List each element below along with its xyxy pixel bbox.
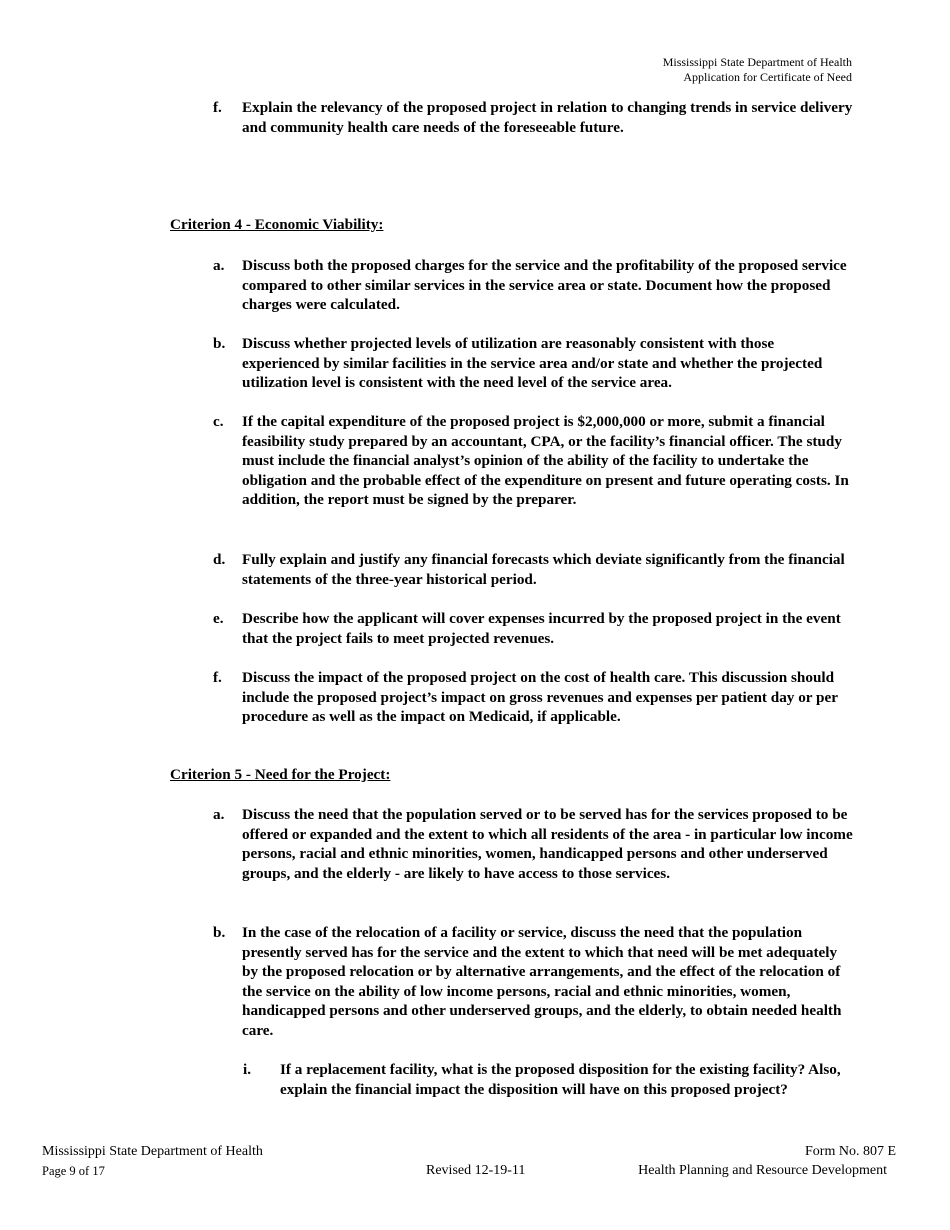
list-item-text: Discuss the need that the population served or to be served has for the services proposed to be offered or expanded and the extent to which all residents of the area - in particular low income persons, racial and ethnic minorities, women, handicapped persons and other underserved groups, and the elderly - are likely to have access to those services. (242, 806, 853, 882)
list-marker: b. (213, 924, 226, 941)
list-marker: a. (213, 806, 225, 823)
list-marker: b. (213, 335, 226, 352)
list-item-text: If the capital expenditure of the proposed project is $2,000,000 or more, submit a financial feasibility study prepared by an accountant, CPA, or the facility’s financial officer. The study must include the financial analyst’s opinion of the ability of the facility to undertake the obligation and the probable effect of the expenditure on present and future operating costs. In addition, the report must be signed by the preparer. (242, 413, 849, 509)
list-item-text: In the case of the relocation of a facility or service, discuss the need that the population presently served has for the service and the extent to which that need will be met adequately by the proposed relocation or by alternative arrangements, and the effect of the relocation of the service on the ability of low income persons, racial and ethnic minorities, women, handicapped persons and other underserved groups, and the elderly, to obtain needed health care. (242, 924, 842, 1039)
footer-revised-date: Revised 12-19-11 (426, 1163, 526, 1178)
list-item-text: Discuss both the proposed charges for the service and the profitability of the proposed service compared to other similar services in the service area or state. Document how the proposed charges were calculated. (242, 257, 847, 314)
list-marker: f. (213, 99, 222, 116)
criterion-5-item-b (213, 923, 853, 1041)
criterion-5-heading: Criterion 5 - Need for the Project: (170, 766, 391, 783)
criterion-5-item-a (213, 805, 853, 883)
criterion-4-heading: Criterion 4 - Economic Viability: (170, 216, 384, 233)
list-marker: e. (213, 610, 224, 627)
list-marker: f. (213, 669, 222, 686)
criterion-4-item-f (213, 668, 853, 727)
criterion-4-item-a (213, 256, 853, 315)
list-item-text: Discuss the impact of the proposed project on the cost of health care. This discussion should include the proposed project’s impact on gross revenues and expenses per patient day or per procedure as well as the impact on Medicaid, if applicable. (242, 669, 838, 726)
list-marker: a. (213, 257, 225, 274)
list-item-text: Explain the relevancy of the proposed project in relation to changing trends in service delivery and community health care needs of the foreseeable future. (242, 99, 853, 136)
list-marker: i. (243, 1061, 252, 1078)
criterion-5-subitem-i (243, 1060, 853, 1099)
list-item-text: Describe how the applicant will cover expenses incurred by the proposed project in the event that the project fails to meet projected revenues. (242, 610, 841, 647)
criterion-4-item-b (213, 334, 853, 393)
criterion-4-item-c (213, 412, 853, 510)
list-marker: d. (213, 551, 226, 568)
list-item-top-f (213, 98, 853, 137)
criterion-4-item-d (213, 550, 853, 589)
list-item-text: Discuss whether projected levels of utilization are reasonably consistent with those experienced by similar facilities in the service area and/or state and whether the projected utilization level is consistent with the need level of the service area. (242, 335, 823, 392)
list-item-text: If a replacement facility, what is the proposed disposition for the existing facility? Also, explain the financial impact the disposition will have on this proposed project? (280, 1061, 841, 1098)
criterion-4-item-e (213, 609, 853, 648)
header-form-title: Application for Certificate of Need (683, 70, 852, 84)
footer-form-number: Form No. 807 E (805, 1144, 896, 1159)
list-item-text: Fully explain and justify any financial forecasts which deviate significantly from the financial statements of the three-year historical period. (242, 551, 845, 588)
footer-department: Mississippi State Department of Health (42, 1144, 263, 1159)
list-marker: c. (213, 413, 224, 430)
header-department: Mississippi State Department of Health (662, 55, 852, 69)
footer-division: Health Planning and Resource Development (638, 1163, 887, 1178)
page-header (663, 55, 852, 85)
footer-page-number: Page 9 of 17 (42, 1164, 105, 1178)
